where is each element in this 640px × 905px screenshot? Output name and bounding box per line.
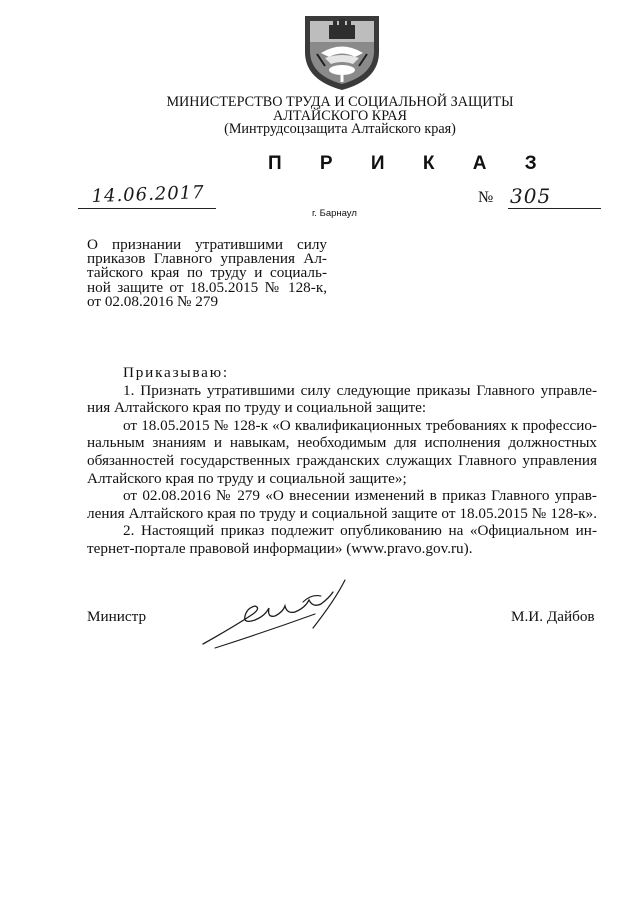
handwritten-number: 305 (510, 184, 552, 208)
order-subject (87, 238, 327, 309)
body-line: тернет-портале правовой информации» (www.pravo.gov.ru). (87, 539, 473, 557)
body-line: от 02.08.2016 № 279 «О внесении изменений в приказ Главного управ- (123, 487, 597, 505)
body-line: Алтайского края по труду и социальной защите»; (87, 469, 407, 487)
subject-line: тайского края по труду и социаль- (87, 264, 327, 282)
subject-line: приказов Главного управления Ал- (87, 250, 327, 268)
body-line: от 18.05.2015 № 128-к «О квалификационных требованиях к профессио- (123, 416, 597, 434)
document-type-title: П Р И К А З (268, 153, 554, 174)
number-field (508, 184, 601, 209)
subject-line: от 02.08.2016 № 279 (87, 292, 219, 310)
coat-of-arms-emblem-icon (295, 8, 389, 92)
subject-line: О признании утратившими силу (87, 236, 327, 253)
order-body (87, 364, 597, 558)
handwritten-signature-icon (195, 578, 360, 650)
org-name-line-2: АЛТАЙСКОГО КРАЯ (272, 108, 408, 124)
order-preamble: Приказываю: (123, 364, 229, 381)
org-name-line-1: МИНИСТЕРСТВО ТРУДА И СОЦИАЛЬНОЙ ЗАЩИТЫ (166, 94, 514, 110)
number-label: № (478, 189, 494, 206)
body-line: ления Алтайского края по труду и социальной защите от 18.05.2015 № 128-к». (87, 504, 597, 522)
signatory-name: М.И. Дайбов (511, 608, 595, 625)
body-line: ния Алтайского края по труду и социальной защите: (87, 399, 427, 417)
signatory-position: Министр (87, 608, 147, 625)
body-line: 2. Настоящий приказ подлежит опубликованию на «Официальном ин- (123, 522, 597, 540)
handwritten-date: 14.06.2017 (91, 182, 205, 207)
subject-line: ной защите от 18.05.2015 № 128-к, (87, 278, 327, 296)
body-line: нальным знаниям и навыкам, необходимым для исполнения должностных (87, 434, 597, 452)
date-field (78, 182, 216, 209)
org-short-name: (Минтрудсоцзащита Алтайского края) (224, 121, 456, 137)
body-line: 1. Признать утратившими силу следующие приказы Главного управле- (123, 381, 597, 399)
body-line: обязанностей государственных гражданских служащих Главного управления (87, 451, 597, 469)
city-label: г. Барнаул (312, 208, 357, 219)
